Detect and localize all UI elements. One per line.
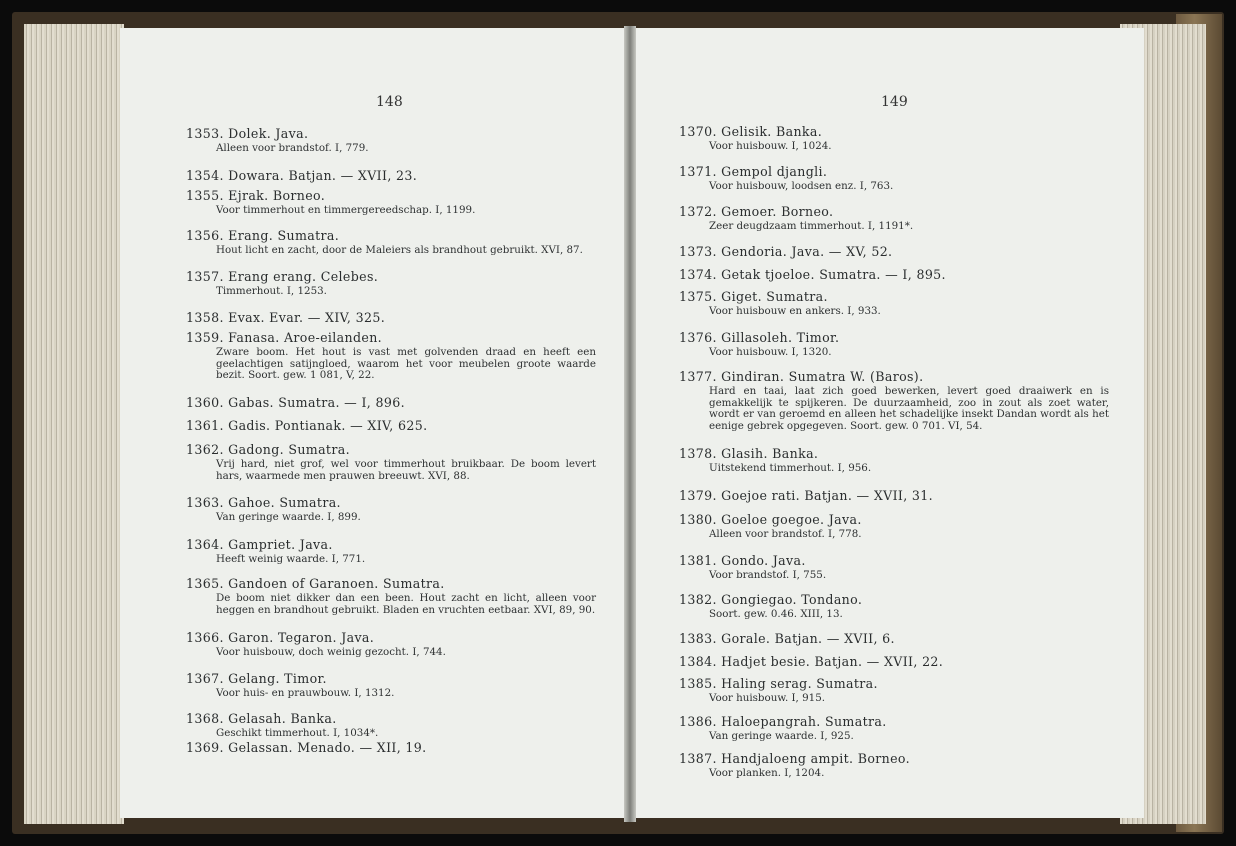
entry-heading: 1375. Giget. Sumatra. [679,289,828,304]
entry-heading: 1353. Dolek. Java. [186,126,309,141]
entry-description: Voor huisbouw, doch weinig gezocht. I, 744. [216,646,446,658]
entry [186,418,596,433]
page-number: 148 [376,94,403,110]
entry-description: Hard en taai, laat zich goed bewerken, levert goed draaiwerk en is gemakkelijk te spijkeren. De duurzaamheid, zoo in zout als zoet water, wordt er van geroemd en alleen het schadelijke insekt Dandan wordt als het eenige gebrek opgegeven. Soort. gew. 0 701. VI, 54. [709,385,1109,432]
entry-description: Van geringe waarde. I, 925. [709,730,854,742]
entry-heading: 1369. Gelassan. Menado. — XII, 19. [186,740,427,755]
page-number: 149 [881,94,908,110]
entry [679,204,1109,233]
entry-description: Heeft weinig waarde. I, 771. [216,553,366,565]
entry [186,330,596,382]
entry-heading: 1382. Gongiegao. Tondano. [679,592,863,607]
entry-heading: 1355. Ejrak. Borneo. [186,188,326,203]
entry [679,751,1109,780]
entry [186,310,596,325]
entry [679,164,1109,193]
entry [679,714,1109,743]
entry [186,711,596,740]
entry-description: Hout licht en zacht, door de Maleiers als brandhout gebruikt. XVI, 87. [216,244,583,256]
entry-heading: 1377. Gindiran. Sumatra W. (Baros). [679,369,924,384]
entry-heading: 1362. Gadong. Sumatra. [186,442,350,457]
entry-heading: 1383. Gorale. Batjan. — XVII, 6. [679,631,895,646]
entry-heading: 1386. Haloepangrah. Sumatra. [679,714,887,729]
page-edges-left [24,24,124,824]
entry-heading: 1378. Glasih. Banka. [679,446,819,461]
entry-heading: 1356. Erang. Sumatra. [186,228,340,243]
entry [186,188,596,217]
entry-heading: 1354. Dowara. Batjan. — XVII, 23. [186,168,418,183]
entry-description: Uitstekend timmerhout. I, 956. [709,462,872,474]
entry [679,676,1109,705]
entry-heading: 1385. Haling serag. Sumatra. [679,676,878,691]
entry [186,495,596,524]
entry-heading: 1380. Goeloe goegoe. Java. [679,512,862,527]
entry [679,488,1109,503]
entry-description: Voor huis- en prauwbouw. I, 1312. [216,687,395,699]
entry [679,654,1109,669]
entry-description: Zware boom. Het hout is vast met golvenden draad en heeft een geelachtigen satijngloed, waarom het voor meubelen groote waarde bezit. Soort. gew. 1 081, V, 22. [216,346,596,381]
entry [679,446,1109,475]
entry [186,168,596,183]
entry-heading: 1366. Garon. Tegaron. Java. [186,630,375,645]
entry-description: Voor huisbouw. I, 1024. [709,140,832,152]
entry-heading: 1373. Gendoria. Java. — XV, 52. [679,244,893,259]
entry-heading: 1359. Fanasa. Aroe-eilanden. [186,330,383,345]
entry [186,228,596,257]
entry-heading: 1365. Gandoen of Garanoen. Sumatra. [186,576,445,591]
entry-heading: 1360. Gabas. Sumatra. — I, 896. [186,395,405,410]
entry-heading: 1367. Gelang. Timor. [186,671,327,686]
entry-description: Voor brandstof. I, 755. [709,569,827,581]
entry [679,553,1109,582]
entry-heading: 1358. Evax. Evar. — XIV, 325. [186,310,386,325]
entry [679,369,1109,432]
entry-heading: 1372. Gemoer. Borneo. [679,204,834,219]
entry [186,630,596,659]
entry-description: Alleen voor brandstof. I, 779. [216,142,369,154]
entry-description: Voor planken. I, 1204. [709,767,825,779]
entry-heading: 1357. Erang erang. Celebes. [186,269,379,284]
entry [679,592,1109,621]
entry-description: Van geringe waarde. I, 899. [216,511,361,523]
entry [679,289,1109,318]
entry-heading: 1374. Getak tjoeloe. Sumatra. — I, 895. [679,267,946,282]
entry-description: Timmerhout. I, 1253. [216,285,327,297]
entry-description: Voor huisbouw en ankers. I, 933. [709,305,881,317]
entry-heading: 1364. Gampriet. Java. [186,537,333,552]
entry [186,740,596,755]
entry-heading: 1363. Gahoe. Sumatra. [186,495,341,510]
entry [679,267,1109,282]
entry [186,576,596,616]
entry-description: Voor huisbouw, loodsen enz. I, 763. [709,180,894,192]
entry-heading: 1361. Gadis. Pontianak. — XIV, 625. [186,418,428,433]
entry [679,330,1109,359]
entry-description: Voor huisbouw. I, 1320. [709,346,832,358]
entry-heading: 1381. Gondo. Java. [679,553,806,568]
entry-heading: 1384. Hadjet besie. Batjan. — XVII, 22. [679,654,944,669]
entry-heading: 1387. Handjaloeng ampit. Borneo. [679,751,910,766]
entry-heading: 1379. Goejoe rati. Batjan. — XVII, 31. [679,488,934,503]
book-gutter [624,26,636,822]
entry-description: Geschikt timmerhout. I, 1034*. [216,727,379,739]
left-page [120,28,628,818]
entry [186,126,596,155]
entry-description: Voor huisbouw. I, 915. [709,692,826,704]
entry-description: De boom niet dikker dan een been. Hout zacht en licht, alleen voor heggen en brandhout gebruikt. Bladen en vruchten eetbaar. XVI, 89, 90. [216,592,596,616]
entry [186,269,596,298]
entry [186,537,596,566]
entry-heading: 1370. Gelisik. Banka. [679,124,823,139]
entry [186,395,596,410]
entry [186,671,596,700]
entry-heading: 1368. Gelasah. Banka. [186,711,337,726]
entry-description: Alleen voor brandstof. I, 778. [709,528,862,540]
entry [679,244,1109,259]
entry [679,631,1109,646]
entry-description: Soort. gew. 0.46. XIII, 13. [709,608,843,620]
entry-description: Voor timmerhout en timmergereedschap. I, 1199. [216,204,476,216]
entry-heading: 1376. Gillasoleh. Timor. [679,330,840,345]
entry [186,442,596,482]
entry-description: Vrij hard, niet grof, wel voor timmerhout bruikbaar. De boom levert hars, waarmede men prauwen breeuwt. XVI, 88. [216,458,596,482]
entry [679,124,1109,153]
entry-heading: 1371. Gempol djangli. [679,164,828,179]
right-page [632,28,1144,818]
entry-description: Zeer deugdzaam timmerhout. I, 1191*. [709,220,914,232]
entry [679,512,1109,541]
